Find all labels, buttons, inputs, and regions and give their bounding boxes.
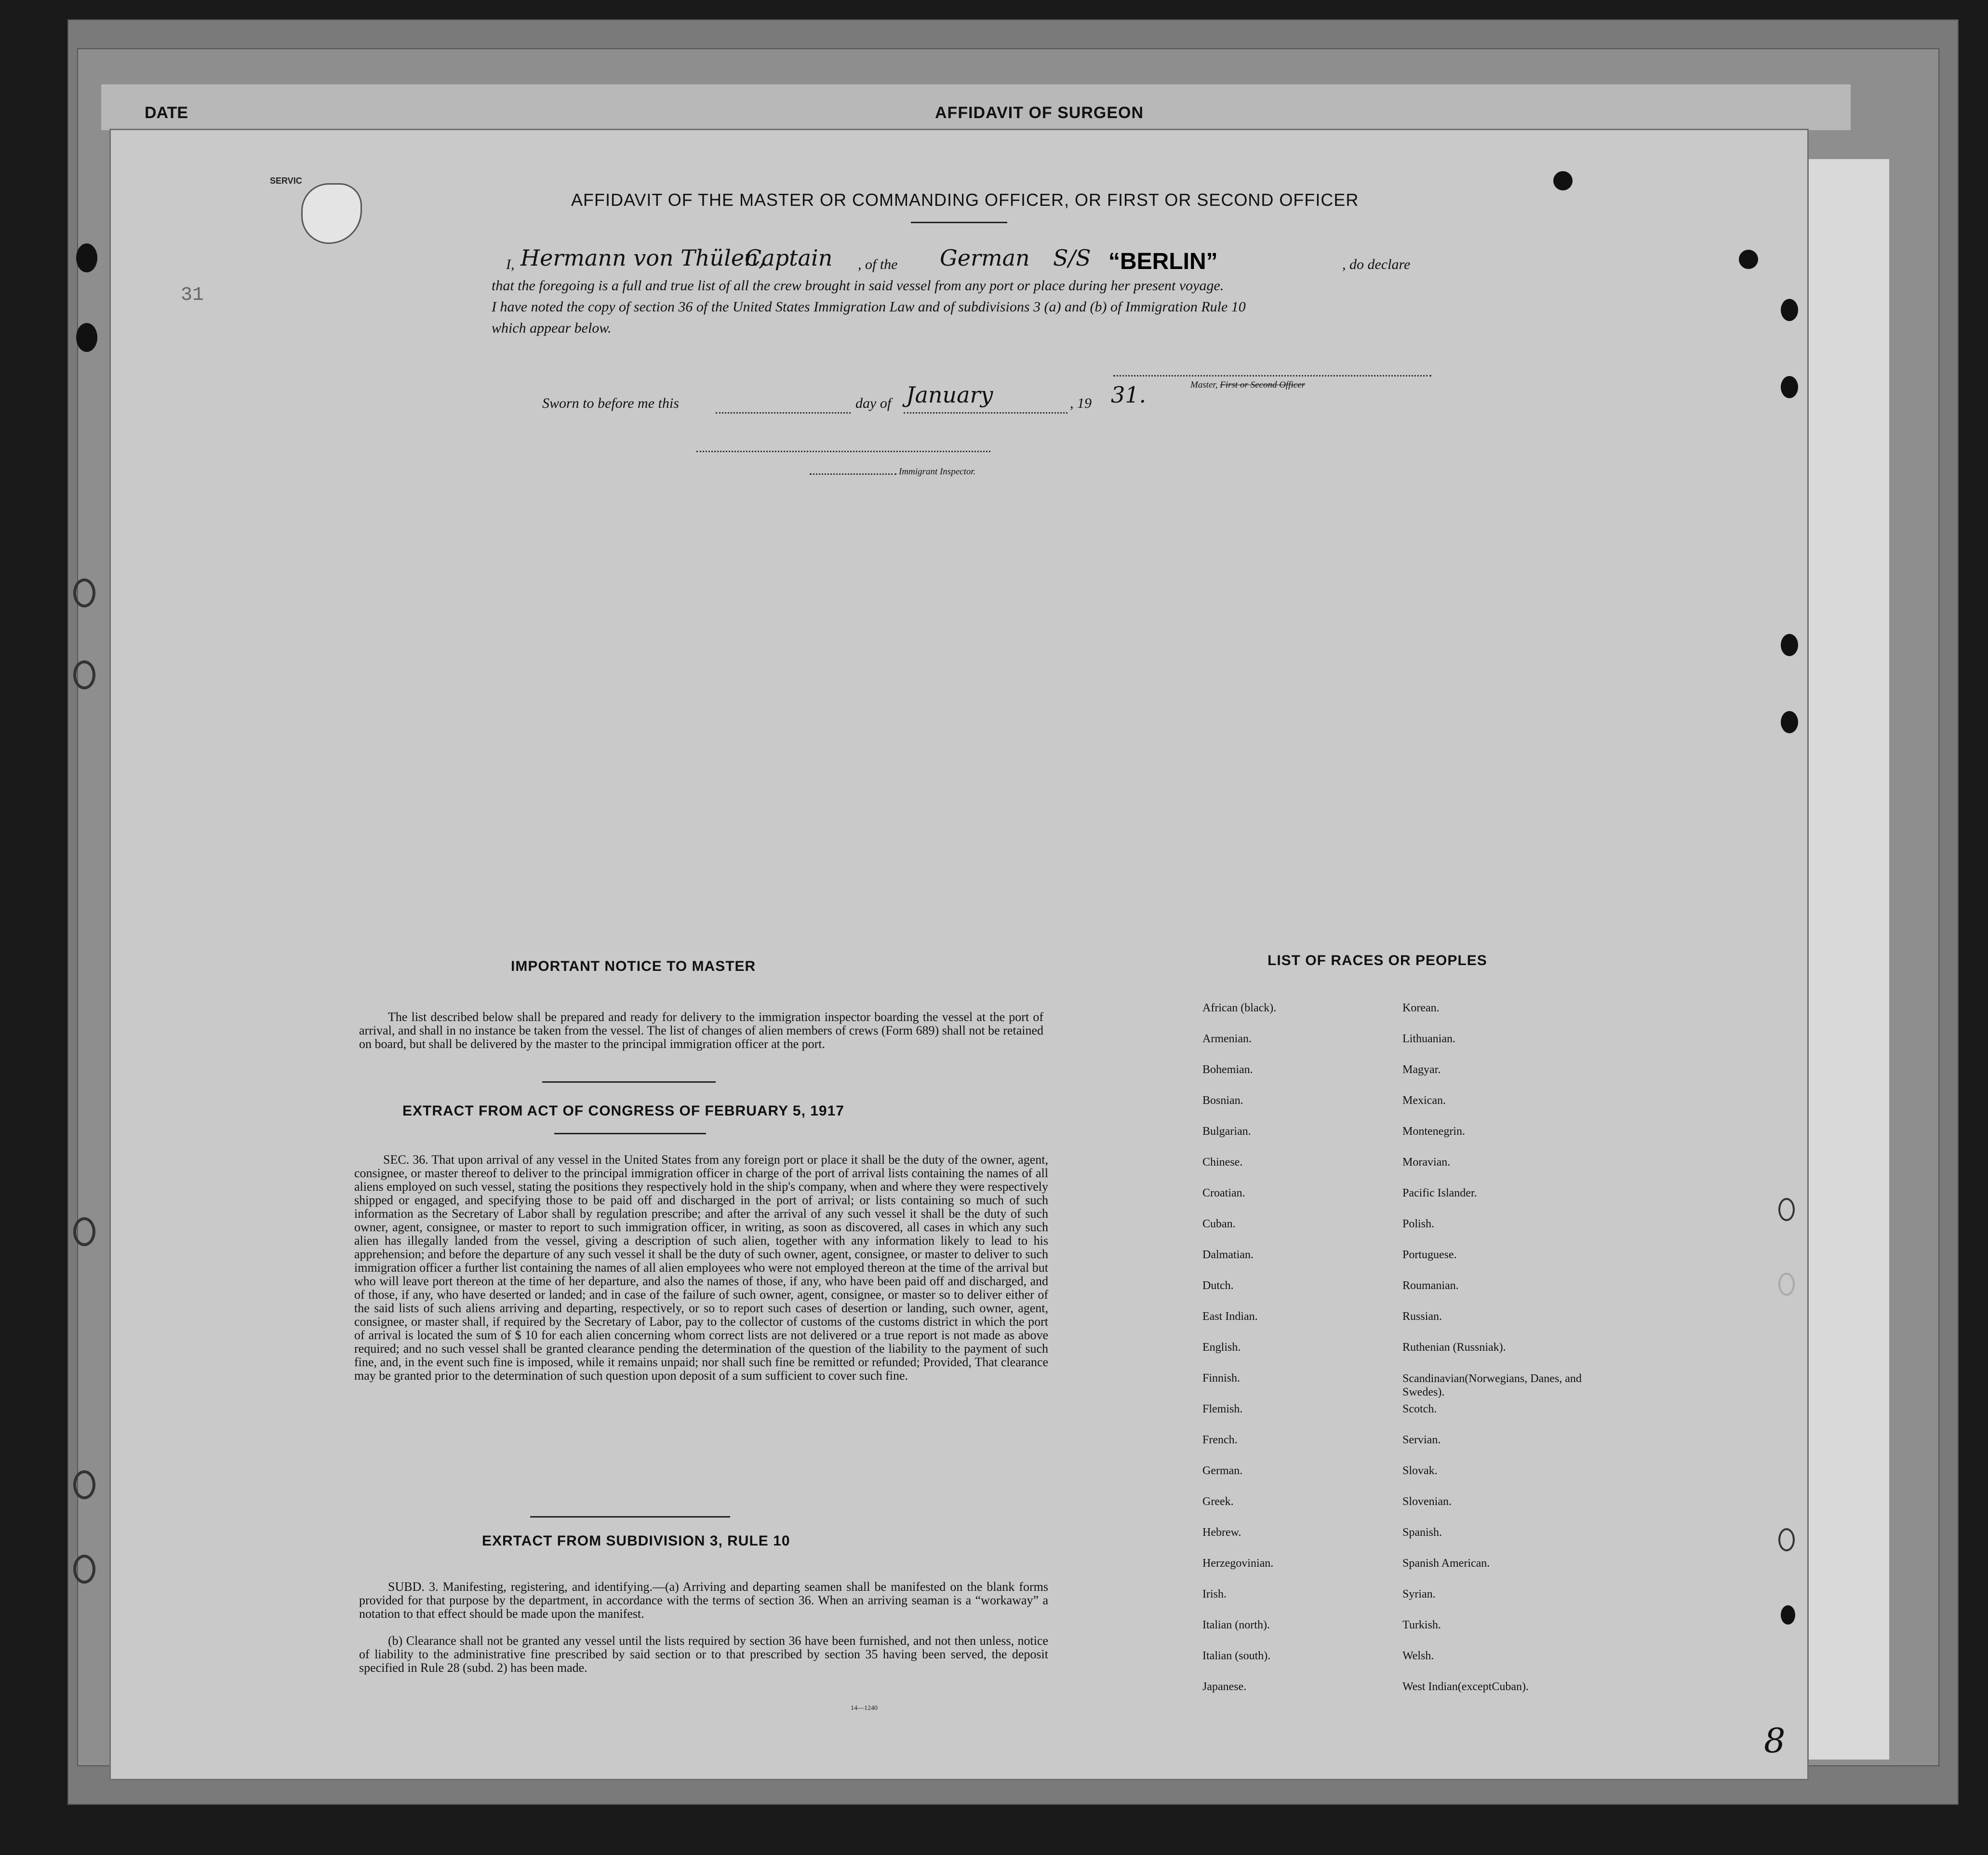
of-the-label: , of the — [858, 256, 898, 272]
year-prefix: , 19 — [1070, 395, 1092, 411]
binder-hole — [73, 578, 95, 607]
binder-hole — [73, 1555, 95, 1584]
inspector-signature-line — [696, 451, 990, 452]
race-item: Italian (north). — [1202, 1619, 1270, 1631]
race-item: Chinese. — [1202, 1156, 1243, 1169]
race-item: Korean. — [1402, 1002, 1440, 1014]
vessel-prefix: S/S — [1053, 245, 1091, 271]
race-item: Dutch. — [1202, 1279, 1234, 1292]
notice-rule — [542, 1081, 716, 1083]
punch-hole — [1778, 1198, 1795, 1221]
inspector-short-line — [810, 473, 896, 475]
races-heading: LIST OF RACES OR PEOPLES — [1268, 953, 1487, 968]
act-end-rule — [530, 1516, 730, 1518]
punch-hole — [1781, 634, 1798, 656]
act-extract-heading: EXTRACT FROM ACT OF CONGRESS OF FEBRUARY 5, 1917 — [402, 1103, 844, 1119]
race-item: Bulgarian. — [1202, 1125, 1251, 1138]
races-column-2 — [1402, 1002, 1586, 1711]
affidavit-page — [111, 130, 1807, 1779]
tear-mark — [301, 183, 362, 244]
binder-hole — [76, 243, 97, 272]
day-of-label: day of — [855, 395, 892, 411]
race-item: Welsh. — [1402, 1650, 1434, 1662]
rule-extract-text-b: (b) Clearance shall not be granted any vessel until the lists required by section 36 have been furnished, and not then unless, notice of liability to the administrative fine prescribed by said section or to that prescribed by section 35 having been served, the deposit specified in Rule 28 (subd. 2) has been made. — [359, 1634, 1048, 1675]
race-item: Spanish American. — [1402, 1557, 1490, 1570]
race-item: Russian. — [1402, 1310, 1442, 1323]
race-item: Portuguese. — [1402, 1249, 1457, 1261]
notice-text: The list described below shall be prepared and ready for delivery to the immigration inspector boarding the vessel at the port of arrival, and shall in no instance be taken from the vessel. The list of changes of alien members of crews (Form 689) shall not be retained on board, but shall be delivered by the master to the principal immigration officer at the port. — [359, 1010, 1043, 1051]
sworn-month: January — [906, 382, 993, 408]
punch-hole — [1778, 1528, 1795, 1551]
race-item: Scotch. — [1402, 1403, 1437, 1415]
do-declare: , do declare — [1342, 256, 1411, 272]
race-item: Hebrew. — [1202, 1526, 1241, 1539]
struck-officer-title: First or Second Officer — [1220, 380, 1306, 390]
race-item: Slovenian. — [1402, 1495, 1452, 1508]
race-item: Finnish. — [1202, 1372, 1241, 1385]
race-item: Dalmatian. — [1202, 1249, 1254, 1261]
right-side-sheet — [1802, 159, 1889, 1760]
declaration-line-2: that the foregoing is a full and true list of all the crew brought in said vessel from any port or place during her present voyage. — [492, 278, 1224, 294]
race-item: Mexican. — [1402, 1094, 1446, 1107]
races-column-1 — [1202, 1002, 1276, 1711]
race-item: Montenegrin. — [1402, 1125, 1465, 1138]
race-item: East Indian. — [1202, 1310, 1258, 1323]
surgeon-affidavit-title: AFFIDAVIT OF SURGEON — [935, 104, 1144, 122]
form-number: 14—1240 — [851, 1705, 878, 1712]
sworn-label: Sworn to before me this — [542, 395, 679, 411]
race-item: Magyar. — [1402, 1063, 1441, 1076]
race-item: Croatian. — [1202, 1187, 1245, 1199]
punch-hole — [1781, 1605, 1795, 1625]
race-item: Polish. — [1402, 1218, 1435, 1230]
race-item: Ruthenian (Russniak). — [1402, 1341, 1506, 1354]
race-item: Italian (south). — [1202, 1650, 1271, 1662]
vessel-nationality: German — [940, 245, 1030, 271]
race-item: Greek. — [1202, 1495, 1234, 1508]
race-item: Scandinavian(Norwegians, Danes, and Swedes). — [1402, 1372, 1582, 1398]
corner-mark: 8 — [1764, 1721, 1786, 1761]
race-item: Bohemian. — [1202, 1063, 1253, 1076]
affidavit-title: AFFIDAVIT OF THE MASTER OR COMMANDING OFFICER, OR FIRST OR SECOND OFFICER — [571, 190, 1359, 210]
service-stamp: SERVIC — [270, 176, 302, 186]
race-item: West Indian(exceptCuban). — [1402, 1680, 1529, 1693]
rule-extract-heading: EXRTACT FROM SUBDIVISION 3, RULE 10 — [482, 1533, 790, 1549]
surgeon-affidavit-strip — [101, 84, 1851, 130]
binder-hole — [73, 1470, 95, 1499]
binder-hole — [76, 323, 97, 352]
master-name: Hermann von Thülen, — [520, 245, 766, 271]
race-item: Pacific Islander. — [1402, 1187, 1477, 1199]
race-item: Irish. — [1202, 1588, 1227, 1600]
master-signature-line — [1113, 375, 1431, 376]
punch-hole — [1781, 711, 1798, 733]
punch-hole — [1553, 171, 1573, 190]
act-rule — [554, 1133, 706, 1134]
race-item: Cuban. — [1202, 1218, 1236, 1230]
race-item: Lithuanian. — [1402, 1033, 1455, 1045]
race-item: English. — [1202, 1341, 1241, 1354]
race-item: Turkish. — [1402, 1619, 1441, 1631]
race-item: Armenian. — [1202, 1033, 1252, 1045]
declaration-i: I, — [506, 256, 515, 272]
race-item: Slovak. — [1402, 1465, 1438, 1477]
master-label — [1190, 380, 1305, 390]
binder-hole — [73, 1217, 95, 1246]
race-item: Moravian. — [1402, 1156, 1451, 1169]
margin-number: 31 — [181, 284, 204, 306]
declaration-line-4: which appear below. — [492, 320, 612, 336]
sworn-day-line — [716, 412, 851, 414]
race-item: French. — [1202, 1434, 1238, 1446]
inspector-label: Immigrant Inspector. — [899, 467, 976, 477]
race-item: Servian. — [1402, 1434, 1441, 1446]
punch-hole — [1781, 376, 1798, 398]
binder-hole — [73, 660, 95, 689]
sworn-month-line — [904, 412, 1067, 414]
race-item: Syrian. — [1402, 1588, 1436, 1600]
punch-hole — [1781, 299, 1798, 321]
master-rank: Captain — [745, 245, 833, 271]
race-item: Bosnian. — [1202, 1094, 1243, 1107]
notice-heading: IMPORTANT NOTICE TO MASTER — [511, 958, 756, 974]
race-item: German. — [1202, 1465, 1243, 1477]
race-item: Roumanian. — [1402, 1279, 1459, 1292]
title-rule — [911, 222, 1007, 223]
master-title: Master, — [1190, 380, 1218, 390]
date-stamp: DATE — [145, 104, 188, 122]
race-item: Flemish. — [1202, 1403, 1243, 1415]
punch-hole — [1778, 1273, 1795, 1296]
punch-hole — [1739, 250, 1758, 269]
race-item: Herzegovinian. — [1202, 1557, 1274, 1570]
race-item: African (black). — [1202, 1002, 1277, 1014]
race-item: Japanese. — [1202, 1680, 1247, 1693]
act-extract-text: SEC. 36. That upon arrival of any vessel in the United States from any foreign port or place it shall be the duty of the owner, agent, consignee, or master thereof to deliver to the principal immigration officer in charge of the port of arrival lists containing the names of all aliens employed on such vessel, stating the positions they respectively hold in the ship's company, when and where they were respectively shipped or engaged, and specifying those to be paid off and discharged in the port of arrival; or lists containing so much of such information as the Secretary of Labor shall by regulation prescribe; and after the arrival of any such vessel it shall be the duty of such owner, agent, consignee, or master to report to such immigration officer, in writing, as soon as discovered, all cases in which any such alien has illegally landed from the vessel, giving a description of such alien, together with any information likely to lead to his apprehension; and before the departure of any such vessel it shall be the duty of such owner, agent, consignee, or master to deliver to such immigration officer a further list containing the names of all alien employees who were not employed thereon at the time of the arrival but who will leave port thereon at the time of her departure, and also the names of those, if any, who have been paid off and discharged, and of those, if any, who have deserted or landed; and in case of the failure of such owner, agent, consignee, or master so to deliver either of the said lists of such aliens arriving and departing, respectively, or so to report such cases of desertion or landing, such owner, agent, consignee, or master shall, if required by the Secretary of Labor, pay to the collector of customs of the customs district in which the port of arrival is located the sum of $ 10 for each alien concerning whom correct lists are not delivered or a true report is not made as above required; and no such vessel shall be granted clearance pending the determination of the question of the liability to the payment of such fine, and, in the event such fine is imposed, while it remains unpaid; nor shall such fine be remitted or refunded; Provided, That clearance may be granted prior to the determination of such question upon deposit of a sum sufficient to cover such fine. — [354, 1153, 1048, 1383]
sworn-year: 31. — [1111, 382, 1147, 408]
vessel-name: “BERLIN” — [1108, 249, 1218, 274]
declaration-line-3: I have noted the copy of section 36 of the United States Immigration Law and of subdivisions 3 (a) and (b) of Immigration Rule 10 — [492, 299, 1246, 315]
race-item: Spanish. — [1402, 1526, 1442, 1539]
rule-extract-text-a: SUBD. 3. Manifesting, registering, and identifying.—(a) Arriving and departing seamen shall be manifested on the blank forms provided for that purpose by the department, in accordance with the terms of section 36. When an arriving seaman is a “workaway” a notation to that effect should be made upon the manifest. — [359, 1580, 1048, 1621]
